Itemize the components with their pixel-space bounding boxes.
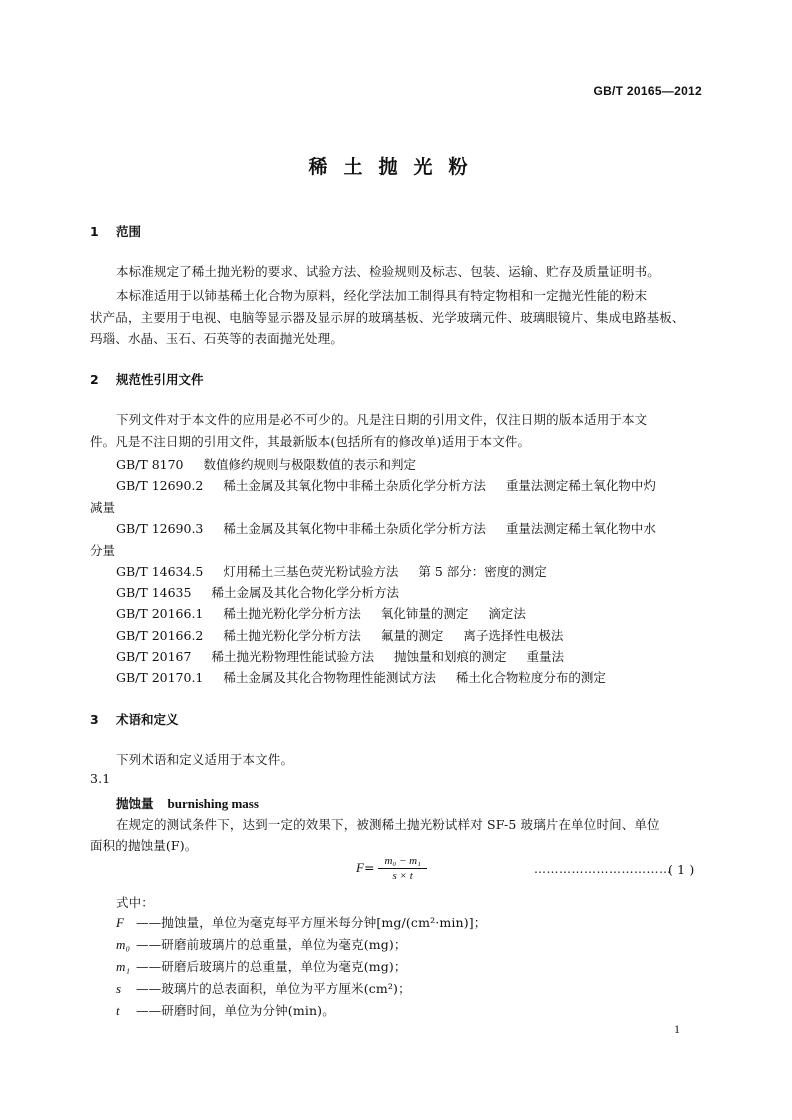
reference-item bbox=[116, 562, 547, 580]
section-number: 3 bbox=[90, 712, 99, 727]
reference-code: GB/T 20170.1 bbox=[116, 670, 204, 685]
reference-code: GB/T 14634.5 bbox=[116, 564, 204, 579]
section-heading-terms bbox=[90, 710, 179, 728]
reference-part: 氧化铈量的测定 bbox=[380, 606, 469, 621]
variable-symbol: m₁ bbox=[116, 959, 131, 974]
reference-code: GB/T 12690.2 bbox=[116, 478, 204, 493]
reference-part: 第 5 部分：密度的测定 bbox=[418, 564, 547, 579]
reference-item bbox=[116, 647, 564, 665]
where-label: 式中： bbox=[116, 895, 154, 910]
variable-definition bbox=[116, 935, 407, 953]
reference-part: 重量法测定稀土氧化物中水 bbox=[505, 521, 656, 536]
reference-part: 抛蚀量和划痕的测定 bbox=[393, 649, 507, 664]
clause-number: 3.1 bbox=[90, 771, 111, 786]
reference-method: 重量法 bbox=[526, 649, 565, 664]
formula-fraction bbox=[378, 855, 426, 882]
reference-item bbox=[116, 476, 656, 494]
reference-item bbox=[116, 604, 526, 622]
formula-number: ( 1 ) bbox=[668, 862, 695, 877]
term-heading bbox=[116, 793, 259, 812]
reference-item bbox=[116, 455, 416, 473]
reference-title: 稀土抛光粉化学分析方法 bbox=[223, 606, 361, 621]
standard-number: GB/T 20165—2012 bbox=[593, 84, 702, 98]
reference-title: 稀土抛光粉物理性能试验方法 bbox=[211, 649, 374, 664]
formula-equals: = bbox=[363, 860, 375, 875]
reference-title: 稀土金属及其氧化物中非稀土杂质化学分析方法 bbox=[223, 521, 486, 536]
variable-description: ——研磨时间，单位为分钟(min)。 bbox=[136, 1003, 335, 1018]
variable-description: ——抛蚀量，单位为毫克每平方厘米每分钟[mg/(cm²·min)]； bbox=[136, 915, 487, 930]
reference-code: GB/T 20166.1 bbox=[116, 606, 204, 621]
reference-item bbox=[116, 668, 606, 686]
reference-code: GB/T 8170 bbox=[116, 457, 184, 472]
section-heading-scope bbox=[90, 222, 141, 240]
scope-paragraph-2-line-2: 状产品，主要用于电视、电脑等显示器及显示屏的玻璃基板、光学玻璃元件、玻璃眼镜片、集成电路基板、 bbox=[90, 310, 685, 325]
reference-title: 稀土金属及其化合物物理性能测试方法 bbox=[223, 670, 436, 685]
definition-line-1: 在规定的测试条件下，达到一定的效果下，被测稀土抛光粉试样对 SF-5 玻璃片在单位时间、单位 bbox=[116, 817, 660, 832]
term-english: burnishing mass bbox=[167, 796, 259, 811]
reference-code: GB/T 12690.3 bbox=[116, 521, 204, 536]
variable-description: ——研磨后玻璃片的总重量，单位为毫克(mg)； bbox=[136, 959, 407, 974]
reference-code: GB/T 14635 bbox=[116, 585, 192, 600]
reference-title: 数值修约规则与极限数值的表示和判定 bbox=[203, 457, 417, 472]
page-number: 1 bbox=[674, 1022, 680, 1036]
formula-numerator: m₀ − m₁ bbox=[378, 855, 426, 869]
variable-symbol: t bbox=[116, 1003, 120, 1018]
variable-description: ——研磨前玻璃片的总重量，单位为毫克(mg)； bbox=[136, 937, 407, 952]
section-title: 术语和定义 bbox=[116, 712, 179, 727]
formula-lhs: F bbox=[356, 860, 364, 875]
variable-description: ——玻璃片的总表面积，单位为平方厘米(cm²)； bbox=[136, 981, 411, 996]
scope-paragraph-1: 本标准规定了稀土抛光粉的要求、试验方法、检验规则及标志、包装、运输、贮存及质量证明书。 bbox=[116, 264, 660, 279]
scope-paragraph-2-line-3: 玛瑙、水晶、玉石、石英等的表面抛光处理。 bbox=[90, 331, 344, 346]
reference-part: 氟量的测定 bbox=[380, 628, 444, 643]
reference-title: 稀土金属及其氧化物中非稀土杂质化学分析方法 bbox=[223, 478, 486, 493]
reference-method: 离子选择性电极法 bbox=[463, 628, 564, 643]
variable-symbol: F bbox=[116, 915, 125, 930]
reference-part: 稀土化合物粒度分布的测定 bbox=[455, 670, 606, 685]
variable-definition bbox=[116, 1001, 335, 1019]
reference-continuation: 分量 bbox=[90, 543, 116, 558]
formula-leader: …………………………… bbox=[534, 862, 672, 876]
formula-denominator: s × t bbox=[392, 870, 413, 882]
variable-definition bbox=[116, 957, 407, 975]
section-heading-normative-references bbox=[90, 370, 204, 388]
section-title: 规范性引用文件 bbox=[116, 372, 204, 387]
section-number: 2 bbox=[90, 372, 99, 387]
reference-code: GB/T 20166.2 bbox=[116, 628, 204, 643]
reference-title: 稀土金属及其化合物化学分析方法 bbox=[211, 585, 399, 600]
section-title: 范围 bbox=[116, 224, 142, 239]
variable-definition bbox=[116, 979, 411, 997]
reference-item bbox=[116, 626, 563, 644]
terms-intro: 下列术语和定义适用于本文件。 bbox=[116, 752, 294, 767]
term-chinese: 抛蚀量 bbox=[116, 796, 154, 811]
reference-part: 重量法测定稀土氧化物中灼 bbox=[505, 478, 656, 493]
reference-title: 灯用稀土三基色荧光粉试验方法 bbox=[223, 564, 399, 579]
formula bbox=[356, 855, 427, 882]
scope-paragraph-2-line-1: 本标准适用于以铈基稀土化合物为原料，经化学法加工制得具有特定物相和一定抛光性能的粉末 bbox=[116, 288, 648, 303]
section-number: 1 bbox=[90, 224, 99, 239]
references-intro-line-2: 件。凡是不注日期的引用文件，其最新版本(包括所有的修改单)适用于本文件。 bbox=[90, 434, 531, 449]
variable-definition bbox=[116, 913, 486, 931]
definition-line-2: 面积的抛蚀量(F)。 bbox=[90, 838, 198, 853]
reference-item bbox=[116, 519, 656, 537]
variable-symbol: s bbox=[116, 981, 122, 996]
references-intro-line-1: 下列文件对于本文件的应用是必不可少的。凡是注日期的引用文件，仅注日期的版本适用于本文 bbox=[116, 412, 648, 427]
reference-code: GB/T 20167 bbox=[116, 649, 192, 664]
document-title: 稀土抛光粉 bbox=[308, 156, 484, 178]
reference-title: 稀土抛光粉化学分析方法 bbox=[223, 628, 361, 643]
reference-item bbox=[116, 583, 399, 601]
reference-method: 滴定法 bbox=[488, 606, 526, 621]
variable-symbol: m₀ bbox=[116, 937, 131, 952]
reference-continuation: 减量 bbox=[90, 500, 116, 515]
